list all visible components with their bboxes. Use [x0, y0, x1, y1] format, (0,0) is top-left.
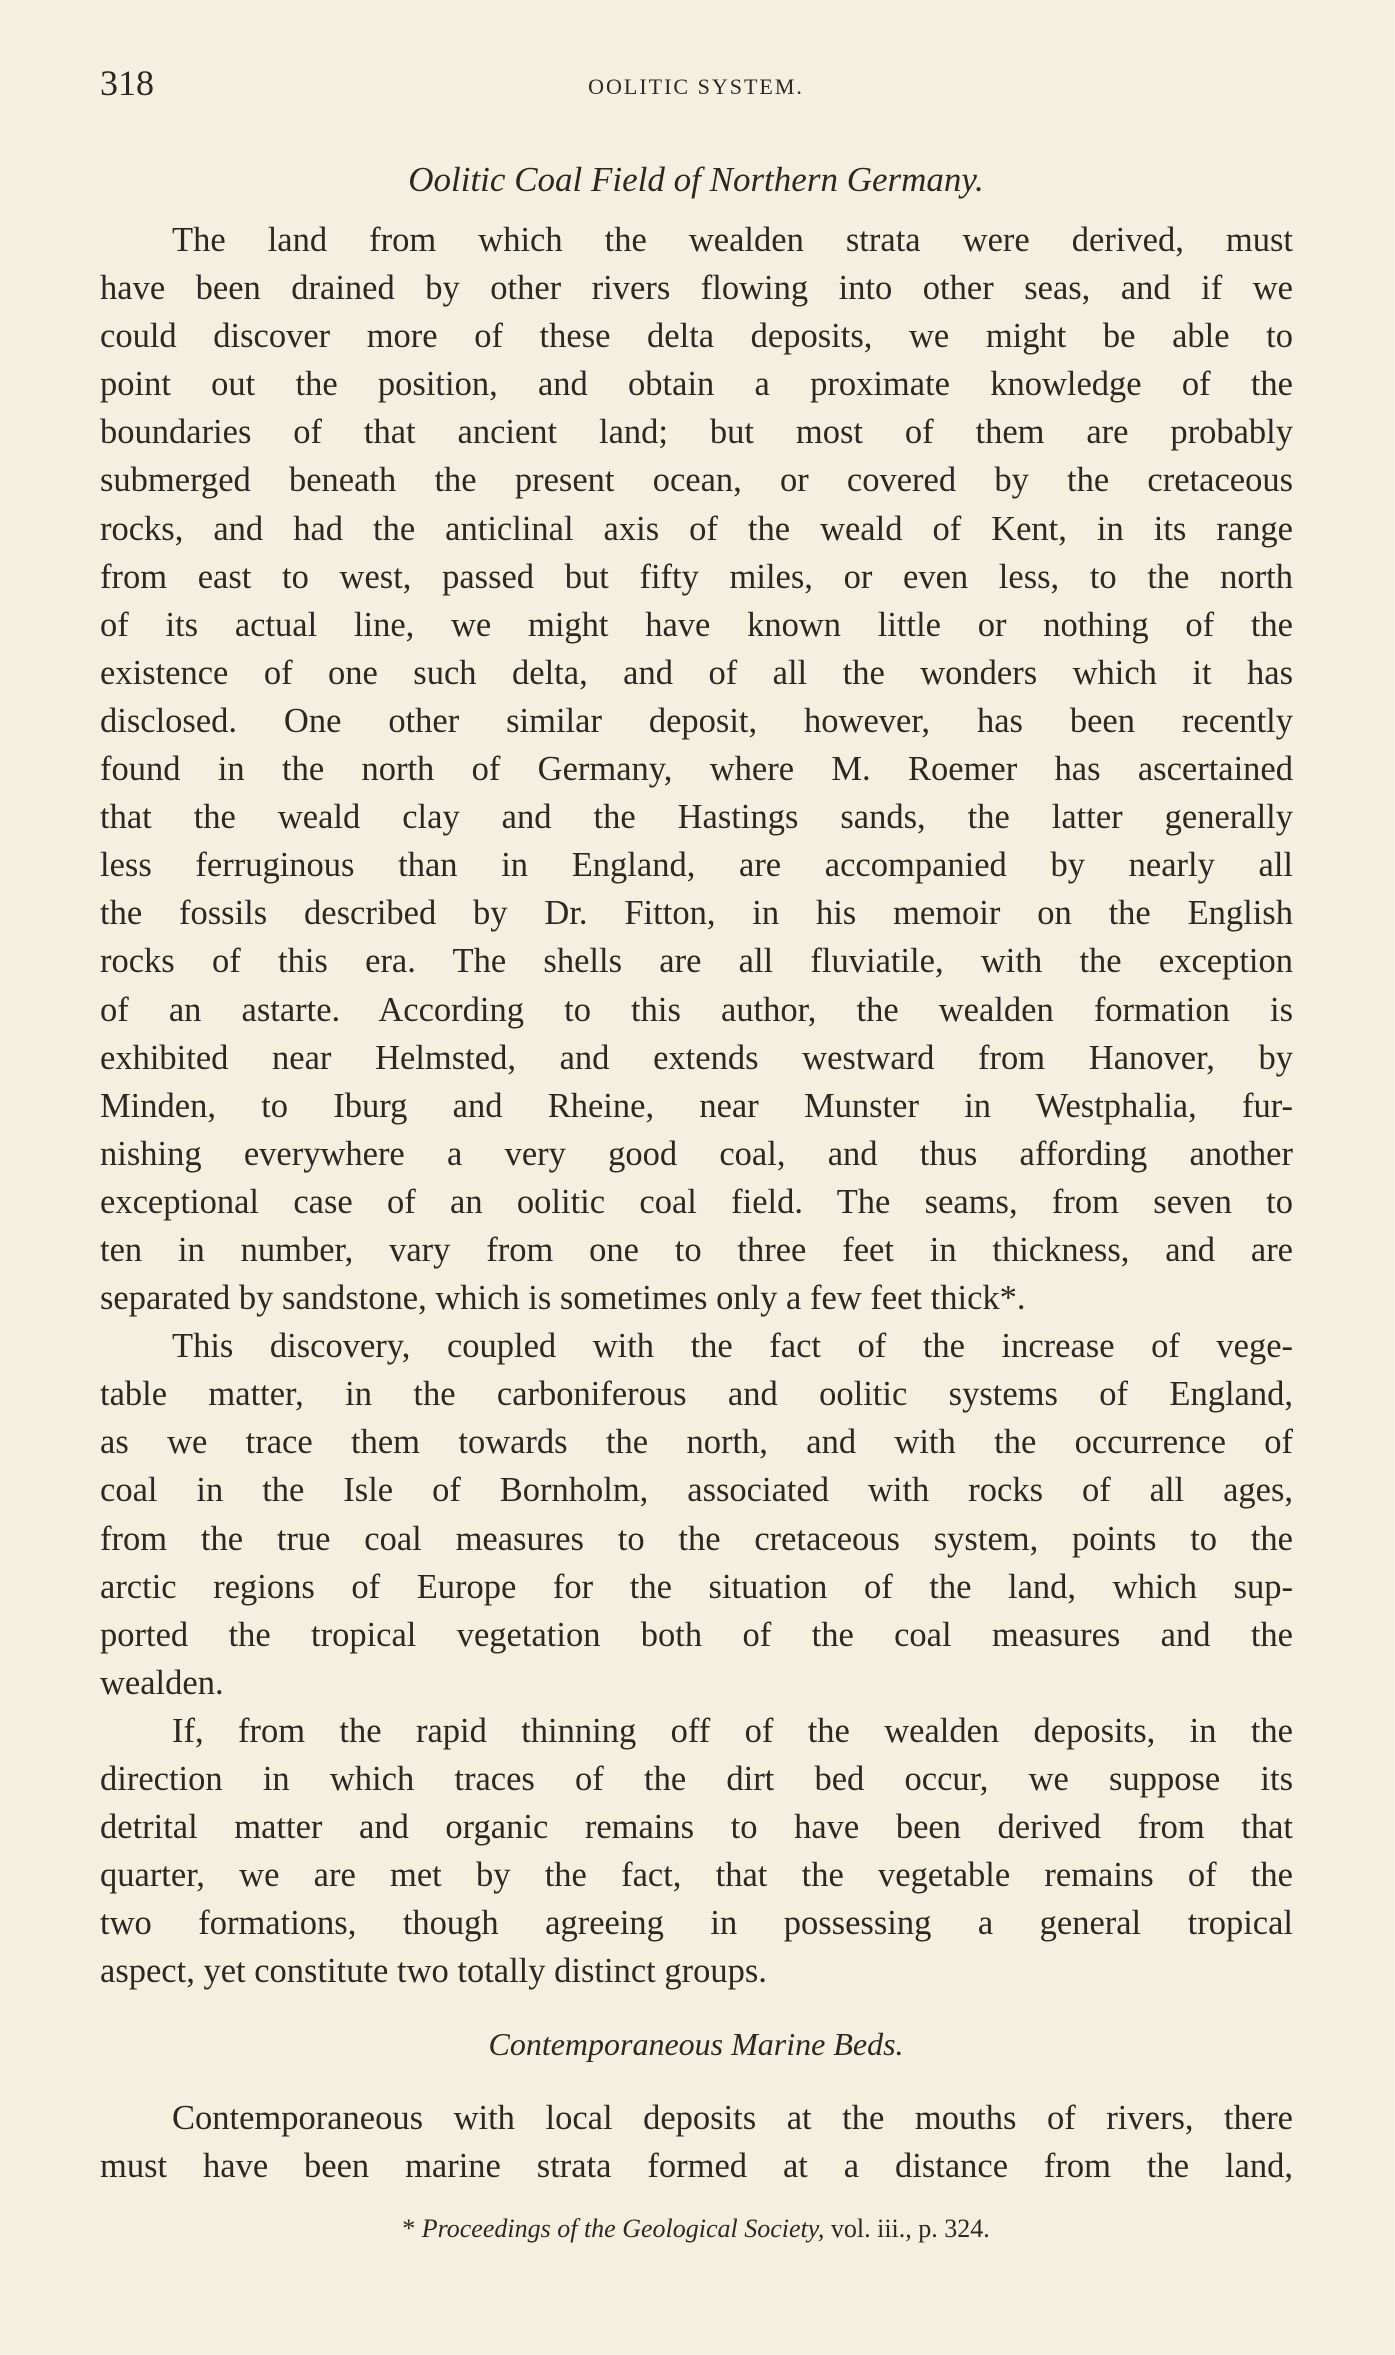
section-heading: Contemporaneous Marine Beds. — [488, 2026, 904, 2062]
text-line: existence of one such delta, and of all the wonders which it has — [100, 653, 1293, 692]
text-line: of its actual line, we might have known little or nothing of the — [100, 605, 1293, 644]
text-line: rocks of this era. The shells are all fluviatile, with the exception — [100, 942, 1293, 981]
text-line: ten in number, vary from one to three feet in thickness, and are — [100, 1230, 1293, 1269]
text-line: quarter, we are met by the fact, that the vegetable remains of the — [100, 1856, 1293, 1895]
text-line: direction in which traces of the dirt bed occur, we suppose its — [100, 1760, 1293, 1798]
text-line: table matter, in the carboniferous and oolitic systems of England, — [100, 1375, 1293, 1414]
body-text — [100, 2094, 1293, 2190]
text-line: rocks, and had the anticlinal axis of the weald of Kent, in its range — [100, 509, 1293, 548]
text-line: of an astarte. According to this author, the wealden formation is — [100, 990, 1293, 1029]
section-heading: Oolitic Coal Field of Northern Germany. — [408, 160, 984, 199]
footnote-title: Proceedings of the Geological Society, — [421, 2214, 825, 2243]
text-line: as we trace them towards the north, and with the occurrence of — [100, 1423, 1293, 1462]
text-line: the fossils described by Dr. Fitton, in his memoir on the English — [100, 894, 1293, 933]
body-text — [100, 216, 1293, 1995]
text-line: boundaries of that ancient land; but most of them are probably — [100, 413, 1293, 452]
text-line: from east to west, passed but fifty miles, or even less, to the north — [100, 557, 1293, 596]
text-line: exceptional case of an oolitic coal field. The seams, from seven to — [100, 1182, 1293, 1221]
text-line: Minden, to Iburg and Rheine, near Munster in Westphalia, fur- — [100, 1086, 1293, 1125]
text-line: submerged beneath the present ocean, or covered by the cretaceous — [100, 461, 1293, 500]
footnote-ref: vol. iii., p. 324. — [830, 2214, 990, 2243]
text-line: coal in the Isle of Bornholm, associated with rocks of all ages, — [100, 1471, 1293, 1510]
running-head: OOLITIC SYSTEM. — [588, 74, 804, 99]
text-line: have been drained by other rivers flowing into other seas, and if we — [100, 269, 1293, 308]
text-line: Contemporaneous with local deposits at the mouths of rivers, there — [172, 2099, 1293, 2137]
footnote — [0, 2214, 1392, 2244]
footnote-marker: * — [402, 2214, 416, 2243]
text-line: separated by sandstone, which is sometimes only a few feet thick*. — [100, 1279, 1026, 1318]
text-line: from the true coal measures to the cretaceous system, points to the — [100, 1519, 1293, 1558]
text-line: wealden. — [100, 1663, 224, 1702]
text-line: ported the tropical vegetation both of the coal measures and the — [100, 1615, 1293, 1654]
text-line: less ferruginous than in England, are accompanied by nearly all — [100, 846, 1293, 885]
text-line: found in the north of Germany, where M. Roemer has ascertained — [100, 750, 1293, 789]
text-line: two formations, though agreeing in possessing a general tropical — [100, 1904, 1293, 1943]
text-line: point out the position, and obtain a proximate knowledge of the — [100, 365, 1293, 404]
text-line: that the weald clay and the Hastings sands, the latter generally — [100, 798, 1293, 837]
text-line: disclosed. One other similar deposit, however, has been recently — [100, 701, 1293, 740]
text-line: could discover more of these delta deposits, we might be able to — [100, 317, 1293, 356]
text-line: arctic regions of Europe for the situation of the land, which sup- — [100, 1567, 1293, 1606]
text-line: aspect, yet constitute two totally distinct groups. — [100, 1952, 767, 1991]
text-line: exhibited near Helmsted, and extends westward from Hanover, by — [100, 1038, 1293, 1077]
text-line: detrital matter and organic remains to have been derived from that — [100, 1808, 1293, 1847]
text-line: must have been marine strata formed at a distance from the land, — [100, 2147, 1293, 2186]
text-line: This discovery, coupled with the fact of the increase of vege- — [172, 1327, 1293, 1366]
page-number: 318 — [100, 63, 154, 103]
text-line: If, from the rapid thinning off of the wealden deposits, in the — [172, 1711, 1293, 1750]
text-line: nishing everywhere a very good coal, and thus affording another — [100, 1134, 1293, 1173]
text-line: The land from which the wealden strata were derived, must — [172, 221, 1293, 259]
